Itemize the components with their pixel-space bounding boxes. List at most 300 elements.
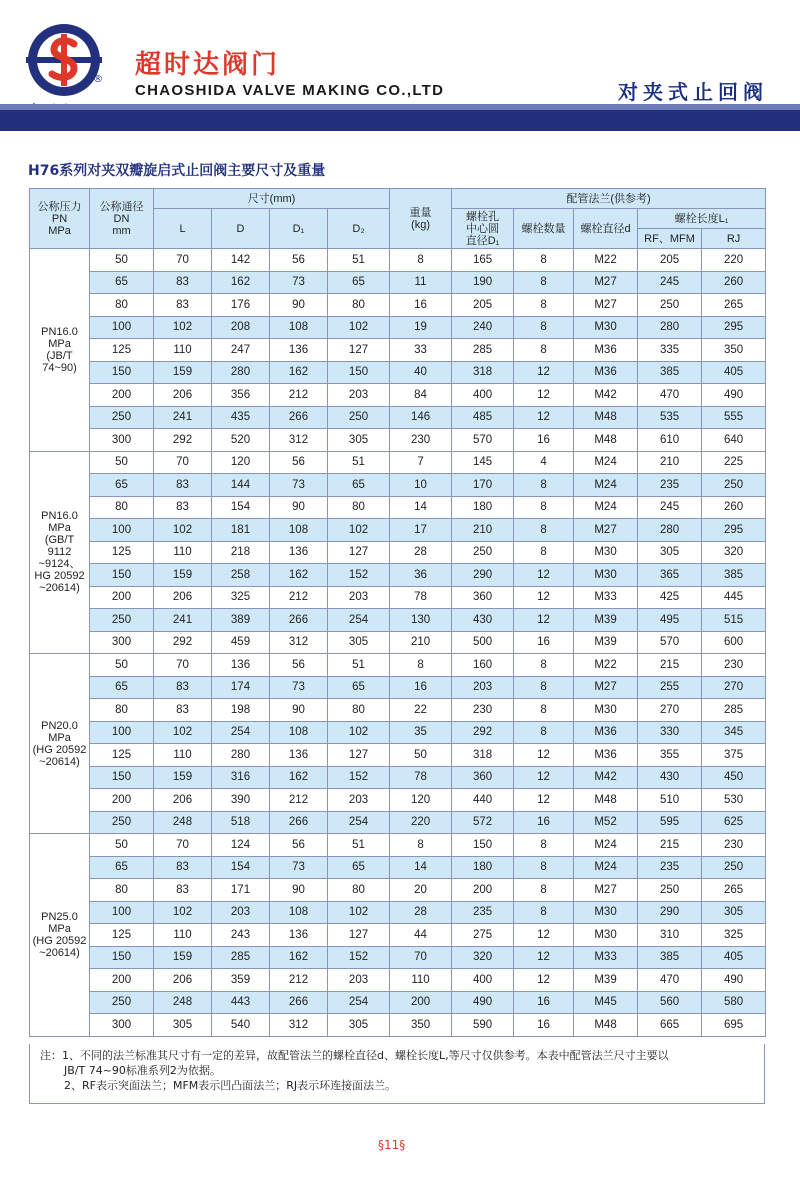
header-bolt-circle: 螺栓孔 中心圆 直径D₁ [452,209,514,249]
table-cell: 100 [90,901,154,924]
table-cell: 206 [154,969,212,992]
table-cell: 102 [328,721,390,744]
table-cell: M36 [574,361,638,384]
pressure-group-label: PN16.0 MPa (JB/T 74~90) [30,249,90,452]
table-cell: 51 [328,249,390,272]
table-row [30,991,766,1014]
table-cell: 10 [390,474,452,497]
table-cell: 330 [638,721,702,744]
table-cell: 435 [212,406,270,429]
table-cell: 80 [328,496,390,519]
page-number: §11§ [378,1138,406,1152]
table-cell: 162 [270,564,328,587]
table-cell: 12 [514,586,574,609]
table-cell: M39 [574,631,638,654]
header-rf-mfm: RF、MFM [638,229,702,249]
table-cell: 485 [452,406,514,429]
table-cell: 530 [702,789,766,812]
table-cell: 220 [390,811,452,834]
table-cell: 12 [514,789,574,812]
table-cell: 595 [638,811,702,834]
table-cell: 144 [212,474,270,497]
table-cell: 162 [212,271,270,294]
header-D2: D₂ [328,209,390,249]
table-cell: 14 [390,496,452,519]
table-cell: 50 [90,834,154,857]
table-cell: 312 [270,429,328,452]
table-cell: 108 [270,316,328,339]
registered-mark: ® [93,74,103,85]
pressure-group-label: PN25.0 MPa (HG 20592 ~20614) [30,834,90,1037]
table-cell: 12 [514,361,574,384]
table-cell: 70 [390,946,452,969]
table-cell: 292 [452,721,514,744]
table-cell: 250 [90,406,154,429]
table-cell: 450 [702,766,766,789]
table-cell: 443 [212,991,270,1014]
table-cell: 285 [702,699,766,722]
table-row [30,789,766,812]
table-cell: 108 [270,519,328,542]
table-cell: 206 [154,586,212,609]
table-cell: 250 [90,811,154,834]
table-cell: M48 [574,1014,638,1037]
table-cell: 470 [638,969,702,992]
table-cell: 8 [514,901,574,924]
header-bolt-length: 螺栓长度L₁ [638,209,766,229]
table-cell: 51 [328,654,390,677]
table-cell: 162 [270,766,328,789]
table-cell: 275 [452,924,514,947]
table-cell: M42 [574,384,638,407]
table-cell: 12 [514,564,574,587]
table-cell: M48 [574,406,638,429]
table-cell: 200 [452,879,514,902]
table-cell: 665 [638,1014,702,1037]
table-cell: 218 [212,541,270,564]
table-cell: 290 [638,901,702,924]
table-cell: 70 [154,654,212,677]
table-cell: M24 [574,856,638,879]
table-cell: 260 [702,496,766,519]
table-cell: 35 [390,721,452,744]
table-cell: 470 [638,384,702,407]
table-cell: M27 [574,294,638,317]
table-cell: 142 [212,249,270,272]
table-cell: 90 [270,496,328,519]
table-cell: 16 [390,294,452,317]
table-cell: M24 [574,496,638,519]
table-cell: M42 [574,766,638,789]
table-cell: 12 [514,766,574,789]
table-cell: 292 [154,429,212,452]
table-cell: 280 [212,361,270,384]
table-cell: 254 [328,811,390,834]
table-cell: 400 [452,384,514,407]
table-cell: 265 [702,879,766,902]
table-cell: 518 [212,811,270,834]
table-cell: M39 [574,969,638,992]
table-cell: 50 [90,451,154,474]
table-cell: 250 [702,474,766,497]
table-cell: 385 [638,946,702,969]
table-cell: 102 [154,316,212,339]
table-cell: 500 [452,631,514,654]
table-cell: M30 [574,901,638,924]
table-cell: 335 [638,339,702,362]
table-cell: 205 [638,249,702,272]
table-cell: 8 [514,676,574,699]
table-cell: 459 [212,631,270,654]
table-cell: 266 [270,406,328,429]
table-cell: 159 [154,946,212,969]
table-row [30,406,766,429]
table-cell: 17 [390,519,452,542]
table-cell: M22 [574,249,638,272]
table-cell: M27 [574,519,638,542]
table-cell: 152 [328,766,390,789]
spec-table [29,188,766,1037]
table-cell: 235 [638,856,702,879]
table-cell: 305 [638,541,702,564]
table-cell: M30 [574,699,638,722]
table-cell: 203 [328,586,390,609]
table-cell: 245 [638,496,702,519]
table-cell: 162 [270,361,328,384]
table-cell: 290 [452,564,514,587]
table-cell: 570 [452,429,514,452]
table-cell: 230 [452,699,514,722]
table-cell: 90 [270,879,328,902]
table-cell: 210 [452,519,514,542]
table-row [30,766,766,789]
table-cell: 205 [452,294,514,317]
header-bolt-dia: 螺栓直径d [574,209,638,249]
table-row [30,451,766,474]
table-cell: 83 [154,699,212,722]
table-cell: 83 [154,879,212,902]
table-cell: 4 [514,451,574,474]
table-row [30,631,766,654]
table-cell: 83 [154,474,212,497]
table-cell: M27 [574,879,638,902]
table-cell: 241 [154,609,212,632]
table-row [30,541,766,564]
document-title: 对夹式止回阀 [618,80,768,104]
header-rj: RJ [702,229,766,249]
table-row [30,969,766,992]
table-cell: 73 [270,676,328,699]
table-cell: M36 [574,339,638,362]
table-row [30,429,766,452]
table-cell: M30 [574,564,638,587]
table-cell: 28 [390,541,452,564]
table-cell: 16 [514,429,574,452]
table-cell: 240 [452,316,514,339]
table-cell: 8 [390,654,452,677]
table-cell: 555 [702,406,766,429]
table-cell: 203 [328,969,390,992]
table-cell: 100 [90,316,154,339]
table-cell: 385 [702,564,766,587]
table-cell: 8 [514,316,574,339]
table-cell: 127 [328,339,390,362]
table-cell: 70 [154,451,212,474]
table-cell: 50 [90,654,154,677]
table-cell: 295 [702,316,766,339]
table-cell: 70 [154,249,212,272]
header-flange: 配管法兰(供参考) [452,189,766,209]
table-cell: 212 [270,789,328,812]
table-cell: 125 [90,541,154,564]
table-cell: 580 [702,991,766,1014]
table-cell: 247 [212,339,270,362]
table-row [30,361,766,384]
table-cell: 8 [390,834,452,857]
table-cell: 65 [90,474,154,497]
table-cell: 70 [154,834,212,857]
table-cell: 80 [90,294,154,317]
table-cell: 206 [154,384,212,407]
table-cell: 83 [154,496,212,519]
table-cell: 320 [452,946,514,969]
table-cell: 127 [328,541,390,564]
table-cell: 200 [390,991,452,1014]
table-cell: 12 [514,406,574,429]
table-cell: M36 [574,721,638,744]
table-cell: 280 [212,744,270,767]
table-row [30,564,766,587]
table-cell: 78 [390,766,452,789]
table-cell: 510 [638,789,702,812]
company-name-cn: 超时达阀门 [135,50,281,80]
table-cell: 130 [390,609,452,632]
table-cell: 316 [212,766,270,789]
note-line: JB/T 74~90标准系列2为依据。 [64,1064,221,1077]
table-cell: 270 [702,676,766,699]
table-cell: 125 [90,339,154,362]
table-row [30,474,766,497]
table-cell: 100 [90,721,154,744]
table-cell: 8 [514,699,574,722]
table-cell: 16 [514,631,574,654]
table-cell: 8 [514,654,574,677]
table-cell: 320 [702,541,766,564]
table-cell: 250 [90,609,154,632]
header-size: 尺寸(mm) [154,189,390,209]
table-cell: 215 [638,654,702,677]
table-cell: 110 [154,339,212,362]
table-cell: 610 [638,429,702,452]
table-cell: 150 [90,946,154,969]
table-row [30,654,766,677]
table-cell: 28 [390,901,452,924]
table-cell: 200 [90,586,154,609]
table-cell: 212 [270,969,328,992]
table-cell: 108 [270,721,328,744]
table-cell: 8 [514,249,574,272]
table-cell: 430 [638,766,702,789]
table-cell: 520 [212,429,270,452]
table-cell: M48 [574,429,638,452]
table-cell: 14 [390,856,452,879]
table-cell: 570 [638,631,702,654]
table-cell: 50 [390,744,452,767]
table-cell: M48 [574,789,638,812]
table-cell: 16 [514,1014,574,1037]
table-cell: 152 [328,564,390,587]
table-cell: 250 [638,879,702,902]
table-cell: 65 [328,856,390,879]
table-row [30,721,766,744]
table-cell: 80 [90,496,154,519]
table-cell: 159 [154,361,212,384]
table-cell: 572 [452,811,514,834]
table-cell: 154 [212,856,270,879]
table-cell: 150 [452,834,514,857]
table-cell: 20 [390,879,452,902]
table-cell: 152 [328,946,390,969]
table-cell: 108 [270,901,328,924]
table-cell: 80 [328,294,390,317]
table-cell: 12 [514,924,574,947]
table-row [30,744,766,767]
table-cell: 110 [154,924,212,947]
table-cell: 365 [638,564,702,587]
table-cell: 325 [212,586,270,609]
table-cell: M24 [574,474,638,497]
note-line: 注：1、不同的法兰标准其尺寸有一定的差异，故配管法兰的螺栓直径d、螺栓长度L,等尺寸仅供参考。本表中配管法兰尺寸主要以 [40,1049,669,1062]
table-cell: 292 [154,631,212,654]
table-cell: 150 [90,361,154,384]
table-cell: 124 [212,834,270,857]
table-cell: 430 [452,609,514,632]
table-cell: 8 [514,496,574,519]
table-cell: 305 [702,901,766,924]
table-cell: 305 [328,429,390,452]
table-cell: 390 [212,789,270,812]
table-cell: 120 [390,789,452,812]
table-cell: 495 [638,609,702,632]
table-row [30,811,766,834]
table-cell: 270 [638,699,702,722]
table-cell: 203 [328,384,390,407]
table-cell: M36 [574,744,638,767]
table-cell: 535 [638,406,702,429]
table-cell: 266 [270,609,328,632]
spec-table-body [30,249,766,1037]
table-cell: 625 [702,811,766,834]
table-cell: 136 [270,339,328,362]
table-cell: 125 [90,744,154,767]
table-cell: 215 [638,834,702,857]
table-cell: 266 [270,811,328,834]
table-cell: 8 [514,541,574,564]
table-cell: 254 [328,609,390,632]
table-cell: 120 [212,451,270,474]
table-cell: M39 [574,609,638,632]
table-row [30,496,766,519]
notes-box [29,1044,765,1104]
table-cell: 16 [514,991,574,1014]
table-cell: M27 [574,676,638,699]
table-cell: 356 [212,384,270,407]
table-cell: 405 [702,361,766,384]
table-cell: 102 [154,519,212,542]
table-cell: 150 [90,564,154,587]
table-cell: 400 [452,969,514,992]
table-row [30,294,766,317]
table-cell: 310 [638,924,702,947]
table-cell: 12 [514,609,574,632]
table-row [30,519,766,542]
table-cell: M33 [574,586,638,609]
table-cell: 146 [390,406,452,429]
table-cell: 359 [212,969,270,992]
table-cell: 73 [270,474,328,497]
table-cell: 110 [390,969,452,992]
table-cell: 300 [90,1014,154,1037]
table-cell: 73 [270,271,328,294]
header-L: L [154,209,212,249]
table-cell: 56 [270,654,328,677]
table-row [30,271,766,294]
table-cell: 56 [270,834,328,857]
table-cell: 295 [702,519,766,542]
table-cell: 16 [390,676,452,699]
table-cell: 19 [390,316,452,339]
table-cell: 80 [328,699,390,722]
table-cell: 206 [154,789,212,812]
table-row [30,316,766,339]
table-cell: 375 [702,744,766,767]
table-cell: 65 [90,856,154,879]
table-cell: 22 [390,699,452,722]
table-cell: 254 [328,991,390,1014]
table-cell: 245 [638,271,702,294]
table-cell: 7 [390,451,452,474]
table-cell: 12 [514,744,574,767]
table-cell: 159 [154,564,212,587]
table-cell: 590 [452,1014,514,1037]
table-cell: 110 [154,744,212,767]
company-name-en: CHAOSHIDA VALVE MAKING CO.,LTD [135,82,445,99]
table-row [30,586,766,609]
table-cell: 170 [452,474,514,497]
table-cell: 345 [702,721,766,744]
table-cell: 12 [514,384,574,407]
table-cell: 200 [90,789,154,812]
table-cell: 8 [514,474,574,497]
table-cell: 65 [328,474,390,497]
table-cell: 8 [514,339,574,362]
table-cell: 325 [702,924,766,947]
table-cell: 125 [90,924,154,947]
table-cell: 203 [452,676,514,699]
table-cell: 8 [514,879,574,902]
table-cell: 65 [90,676,154,699]
table-cell: 515 [702,609,766,632]
table-cell: 198 [212,699,270,722]
table-cell: 250 [638,294,702,317]
table-cell: 260 [702,271,766,294]
table-cell: 176 [212,294,270,317]
table-cell: M22 [574,654,638,677]
table-row [30,699,766,722]
table-cell: 203 [212,901,270,924]
table-cell: 360 [452,586,514,609]
table-cell: 8 [514,294,574,317]
